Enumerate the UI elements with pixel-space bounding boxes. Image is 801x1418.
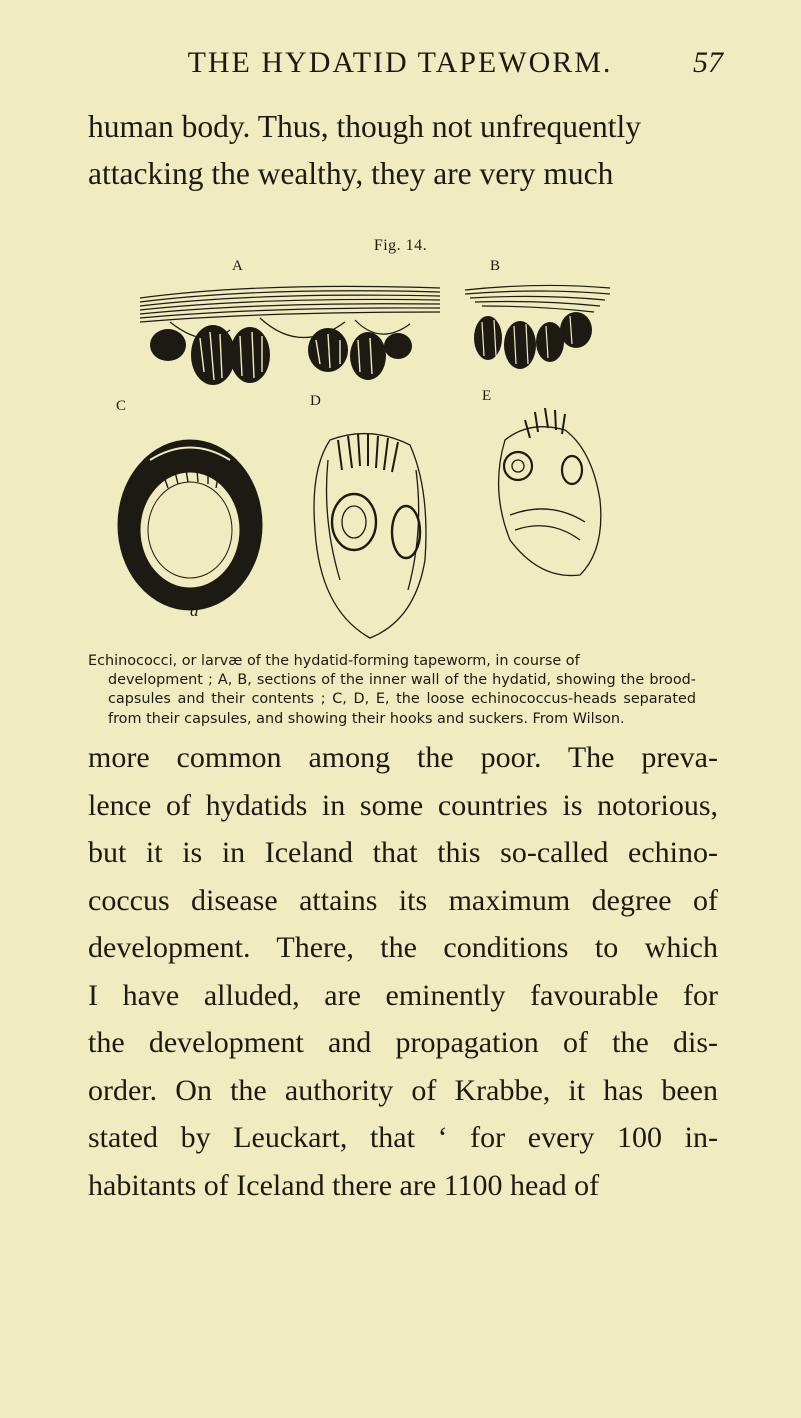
panel-b-heads [474, 312, 592, 369]
text-line: attacking the wealthy, they are very much [88, 156, 614, 191]
caption-rest: development ; A, B, sections of the inner wall of the hydatid, showing the brood-capsules and their contents ; C, D, E, the loose echinococcus-heads separated from their capsules, and showing their hooks and suckers. From Wilson. [108, 672, 696, 727]
text-line: more common among the poor. The preva- [88, 741, 718, 774]
text-line: stated by Leuckart, that ‘ for every 100 in- [88, 1121, 718, 1154]
panel-a-section [140, 286, 440, 338]
text-line: the development and propagation of the dis- [88, 1026, 718, 1059]
panel-b-section [465, 285, 610, 312]
panel-e-head [499, 408, 601, 576]
panel-c-head [118, 440, 262, 610]
panel-label-c: C [116, 398, 127, 414]
running-title: THE HYDATID TAPEWORM. [187, 46, 613, 79]
text-line: coccus disease attains its maximum degree of [88, 883, 718, 917]
caption-first-line: Echinococci, or larvæ of the hydatid-forming tapeworm, in course of [88, 653, 580, 669]
text-line: lence of hydatids in some countries is notorious, [88, 788, 718, 822]
echinococci-engraving [110, 260, 690, 650]
text-line: but it is in Iceland that this so-called echino- [88, 836, 718, 869]
text-line: habitants of Iceland there are 1100 head of [88, 1168, 600, 1202]
text-line: order. On the authority of Krabbe, it has been [88, 1073, 718, 1107]
panel-label-e: E [482, 388, 492, 404]
figure-illustration [110, 260, 690, 650]
figure-caption [88, 652, 696, 729]
main-paragraph [88, 734, 718, 1209]
panel-d-head [314, 434, 426, 638]
panel-label-b: B [490, 260, 501, 274]
panel-label-small-a: a [190, 601, 199, 620]
top-paragraph [88, 103, 718, 197]
text-line: I have alluded, are eminently favourable for [88, 978, 718, 1012]
page-number: 57 [693, 46, 723, 79]
figure-label: Fig. 14. [373, 237, 428, 254]
text-line: human body. Thus, though not unfrequently [88, 109, 641, 144]
text-line: development. There, the conditions to which [88, 931, 718, 964]
panel-label-a: A [232, 260, 243, 274]
panel-label-d: D [310, 393, 321, 409]
